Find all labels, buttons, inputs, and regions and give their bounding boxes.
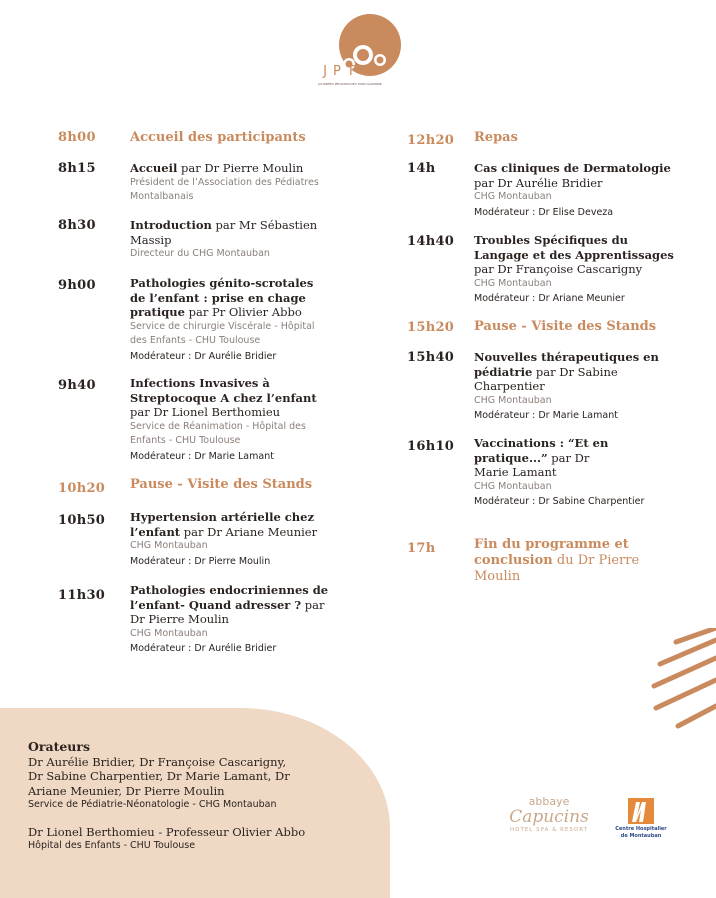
affiliation: CHG Montauban xyxy=(474,277,552,289)
session-title: Nouvelles thérapeutiques en pédiatrie xyxy=(474,350,659,379)
ch-line2: de Montauban xyxy=(620,833,662,839)
time-14h: 14h xyxy=(407,161,436,176)
affiliation: CHG Montauban xyxy=(130,627,208,639)
speaker: par Dr Lionel Berthomieu xyxy=(130,405,281,419)
session-title: Pathologies génito-scrotales de l’enfant : prise en chage pratique xyxy=(130,276,314,319)
session-title: Infections Invasives à Streptocoque A chez l’enfant xyxy=(130,376,317,405)
ch-montauban-emblem-icon xyxy=(624,796,658,826)
moderator: Modérateur : Dr Marie Lamant xyxy=(474,410,618,421)
speaker: par Dr Sabine Charpentier xyxy=(474,364,618,393)
time-15h20: 15h20 xyxy=(407,320,455,335)
session-title: Troubles Spécifiques du Langage et des Apprentissages xyxy=(474,233,674,262)
affiliation: Directeur du CHG Montauban xyxy=(130,248,270,259)
session-title: Hypertension artérielle chez l’enfant xyxy=(130,510,314,539)
session-title: Pause - Visite des Stands xyxy=(474,319,657,334)
affiliation: Service de chirurgie Viscérale - Hôpital des Enfants - CHU Toulouse xyxy=(130,320,315,346)
session-14h xyxy=(474,161,674,220)
session-title: Cas cliniques de Dermatologie xyxy=(474,161,671,175)
affiliation: Service de Réanimation - Hôpital des Enfants - CHU Toulouse xyxy=(130,420,306,446)
ch-line1: Centre Hospitalier xyxy=(615,826,667,832)
speaker: par Pr Olivier Abbo xyxy=(184,305,302,319)
speaker: par Dr Pierre Moulin xyxy=(177,161,304,175)
session-title: Pause - Visite des Stands xyxy=(130,477,313,492)
decorative-strokes-icon xyxy=(640,628,716,738)
orateurs-org: Hôpital des Enfants - CHU Toulouse xyxy=(28,840,196,851)
logo-text: JPTG xyxy=(323,64,377,79)
moderator: Modérateur : Dr Marie Lamant xyxy=(130,450,274,462)
time-8h15: 8h15 xyxy=(58,161,96,176)
orateurs-heading: Orateurs xyxy=(28,739,91,754)
speaker: par Dr Françoise Cascarigny xyxy=(474,262,643,276)
abbaye-capucins-logo xyxy=(500,796,598,833)
session-title: Pathologies endocriniennes de l’enfant- Quand adresser ? xyxy=(130,583,329,612)
speaker: du Dr Pierre Moulin xyxy=(474,553,640,584)
speaker: par Dr Aurélie Bridier xyxy=(474,175,603,190)
session-title: Fin du programme et conclusion xyxy=(474,537,629,568)
abbaye-bottom: HOTEL SPA & RESORT xyxy=(509,827,588,833)
session-14h40 xyxy=(474,233,674,306)
session-8h15 xyxy=(130,161,330,205)
moderator: Modérateur : Dr Ariane Meunier xyxy=(474,293,625,304)
session-15h40 xyxy=(474,350,674,423)
moderator: Modérateur : Dr Aurélie Bridier xyxy=(130,350,277,362)
time-8h30: 8h30 xyxy=(58,218,96,233)
affiliation: CHG Montauban xyxy=(474,480,552,492)
logo-subtitle: JOURNÉES PÉDIATRIQUES TARN GARONNE xyxy=(318,82,382,86)
time-10h20: 10h20 xyxy=(58,481,106,496)
speaker: par Dr Marie Lamant xyxy=(474,450,590,479)
ch-montauban-logo xyxy=(612,796,670,840)
time-10h50: 10h50 xyxy=(58,513,106,528)
time-14h40: 14h40 xyxy=(407,234,455,249)
orateurs-names: Dr Lionel Berthomieu - Professeur Olivier Abbo xyxy=(28,824,306,839)
jptg-logo xyxy=(318,14,414,94)
session-16h10 xyxy=(474,436,674,509)
speaker: par Dr Ariane Meunier xyxy=(180,524,318,539)
session-8h30 xyxy=(130,218,326,262)
abbaye-top: abbaye xyxy=(528,795,570,808)
session-11h30 xyxy=(130,583,330,656)
affiliation: CHG Montauban xyxy=(474,191,552,202)
orateurs-block xyxy=(28,740,328,854)
orateurs-names: Dr Aurélie Bridier, Dr Françoise Cascarigny, Dr Sabine Charpentier, Dr Marie Lamant, Dr Ariane Meunier, Dr Pierre Moulin xyxy=(28,754,290,798)
session-10h50 xyxy=(130,510,326,569)
moderator: Modérateur : Dr Elise Deveza xyxy=(474,206,614,218)
speaker: par Mr Sébastien Massip xyxy=(130,218,318,247)
moderator: Modérateur : Dr Pierre Moulin xyxy=(130,555,271,567)
time-11h30: 11h30 xyxy=(58,588,106,603)
session-9h40 xyxy=(130,376,330,464)
time-15h40: 15h40 xyxy=(407,350,455,365)
session-title: Vaccinations : “Et en pratique...” xyxy=(474,436,609,465)
abbaye-script: Capucins xyxy=(509,807,589,827)
orateurs-org: Service de Pédiatrie-Néonatologie - CHG Montauban xyxy=(28,799,277,810)
time-16h10: 16h10 xyxy=(407,439,455,454)
session-title: Repas xyxy=(474,130,518,145)
session-9h00 xyxy=(130,276,330,364)
speaker: par Dr Pierre Moulin xyxy=(130,597,325,626)
session-title: Accueil xyxy=(130,161,178,175)
affiliation: CHG Montauban xyxy=(474,394,552,406)
time-9h40: 9h40 xyxy=(58,378,96,393)
time-9h00: 9h00 xyxy=(58,278,96,293)
affiliation: Président de l’Association des Pédiatres Montalbanais xyxy=(130,176,319,202)
time-12h20: 12h20 xyxy=(407,133,455,148)
moderator: Modérateur : Dr Sabine Charpentier xyxy=(474,496,645,507)
session-title: Accueil des participants xyxy=(130,130,306,145)
session-title: Introduction xyxy=(130,218,212,232)
time-17h: 17h xyxy=(407,541,436,556)
session-17h xyxy=(474,537,654,585)
moderator: Modérateur : Dr Aurélie Bridier xyxy=(130,643,277,654)
time-8h00: 8h00 xyxy=(58,130,96,145)
affiliation: CHG Montauban xyxy=(130,540,208,551)
